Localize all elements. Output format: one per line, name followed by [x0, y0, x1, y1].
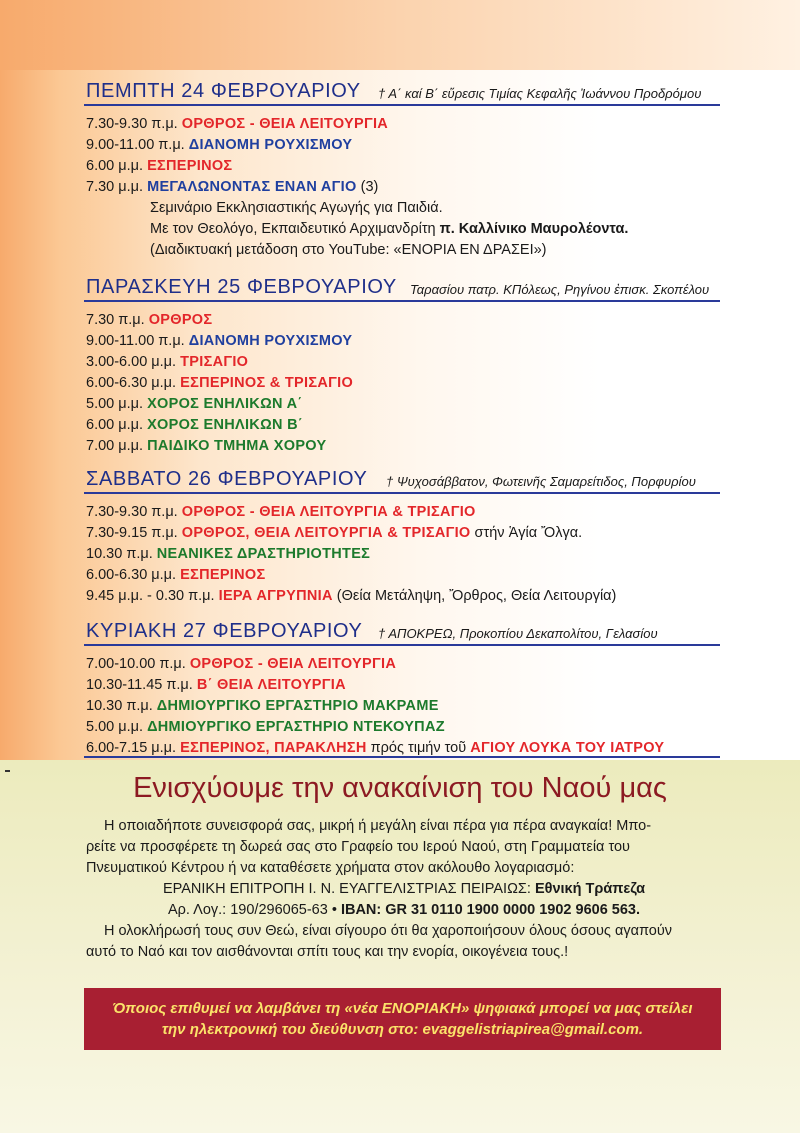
schedule-line: 6.00 μ.μ. ΕΣΠΕΡΙΝΟΣ: [86, 158, 233, 174]
schedule-note: Με τον Θεολόγο, Εκπαιδευτικό Αρχιμανδρίτη π. Καλλίνικο Μαυρολέοντα.: [150, 221, 629, 237]
schedule-list: [86, 114, 628, 261]
title-underline: [84, 300, 720, 302]
schedule-line: 5.00 μ.μ. ΔΗΜΙΟΥΡΓΙΚΟ ΕΡΓΑΣΤΗΡΙΟ ΝΤΕΚΟΥΠΑΖ: [86, 719, 445, 735]
schedule-list: [86, 502, 616, 607]
margin-mark: [5, 770, 10, 772]
schedule-line: 3.00-6.00 μ.μ. ΤΡΙΣΑΓΙΟ: [86, 354, 249, 370]
day-block-saturday: [0, 458, 800, 610]
notice-line: την ηλεκτρονική του διεύθυνση στο: evaggelistriapirea@gmail.com.: [161, 1021, 644, 1038]
account-line: ΕΡΑΝΙΚΗ ΕΠΙΤΡΟΠΗ Ι. Ν. ΕΥΑΓΓΕΛΙΣΤΡΙΑΣ ΠΕΙΡΑΙΩΣ: Εθνική Τράπεζα: [162, 881, 646, 897]
schedule-line: 7.00-10.00 π.μ. ΟΡΘΡΟΣ - ΘΕΙΑ ΛΕΙΤΟΥΡΓΙΑ: [86, 656, 397, 672]
schedule-line: 7.30 π.μ. ΟΡΘΡΟΣ: [86, 312, 213, 328]
schedule-line: 7.00 μ.μ. ΠΑΙΔΙΚΟ ΤΜΗΜΑ ΧΟΡΟΥ: [86, 438, 327, 454]
schedule-line: 9.45 μ.μ. - 0.30 π.μ. ΙΕΡΑ ΑΓΡΥΠΝΙΑ (Θεία Μετάληψη, Ὄρθρος, Θεία Λειτουργία): [86, 588, 617, 604]
schedule-note: (Διαδικτυακή μετάδοση στο YouTube: «ΕΝΟΡΙΑ ΕΝ ΔΡΑΣΕΙ»): [150, 242, 547, 258]
iban-line: Αρ. Λογ.: 190/296065-63 • IBAN: GR 31 0110 1900 0000 1902 9606 563.: [167, 902, 641, 918]
newsletter-notice: [84, 988, 721, 1050]
section-underline: [84, 756, 720, 758]
schedule-line: 6.00-6.30 μ.μ. ΕΣΠΕΡΙΝΟΣ: [86, 567, 266, 583]
donation-line: ρείτε να προσφέρετε τη δωρεά σας στο Γραφείο του Ιερού Ναού, στη Γραμματεία του: [86, 839, 630, 855]
day-saint: † Α΄ καί Β΄ εὕρεσις Τιμίας Κεφαλῆς Ἰωάννου Προδρόμου: [378, 86, 702, 101]
title-underline: [84, 492, 720, 494]
schedule-list: [86, 310, 353, 457]
donation-section: [0, 760, 800, 1133]
day-block-thursday: [0, 70, 800, 266]
donation-line: αυτό το Ναό και τον αισθάνονται σπίτι τους και την ενορία, οικογένεια τους.!: [86, 944, 569, 960]
title-underline: [84, 644, 720, 646]
donation-line: Πνευματικού Κέντρου ή να καταθέσετε χρήματα στον ακόλουθο λογαριασμό:: [86, 860, 575, 876]
day-title: ΣΑΒΒΑΤΟ 26 ΦΕΒΡΟΥΑΡΙΟΥ: [86, 468, 368, 490]
donation-line: Η ολοκλήρωσή τους συν Θεώ, είναι σίγουρο ότι θα χαροποιήσουν όλους όσους αγαπούν: [104, 923, 672, 939]
day-saint: Ταρασίου πατρ. ΚΠόλεως, Ρηγίνου ἐπισκ. Σκοπέλου: [410, 282, 710, 297]
day-saint: † Ψυχοσάββατον, Φωτεινῆς Σαμαρείτιδος, Πορφυρίου: [386, 474, 696, 489]
day-block-sunday: [0, 610, 800, 760]
schedule-line: 6.00-7.15 μ.μ. ΕΣΠΕΡΙΝΟΣ, ΠΑΡΑΚΛΗΣΗ πρός τιμήν τοῦ ΑΓΙΟΥ ΛΟΥΚΑ ΤΟΥ ΙΑΤΡΟΥ: [86, 740, 665, 756]
schedule-note: Σεμινάριο Εκκλησιαστικής Αγωγής για Παιδιά.: [150, 200, 443, 216]
donation-text: [86, 816, 722, 963]
schedule-line: 7.30-9.30 π.μ. ΟΡΘΡΟΣ - ΘΕΙΑ ΛΕΙΤΟΥΡΓΙΑ & ΤΡΙΣΑΓΙΟ: [86, 504, 476, 520]
schedule-line: 7.30 μ.μ. ΜΕΓΑΛΩΝΟΝΤΑΣ ΕΝΑΝ ΑΓΙΟ (3): [86, 179, 379, 195]
schedule-line: 5.00 μ.μ. ΧΟΡΟΣ ΕΝΗΛΙΚΩΝ Α΄: [86, 396, 303, 412]
day-block-friday: [0, 266, 800, 458]
schedule-line: 7.30-9.15 π.μ. ΟΡΘΡΟΣ, ΘΕΙΑ ΛΕΙΤΟΥΡΓΙΑ & ΤΡΙΣΑΓΙΟ στήν Ἁγία Ὄλγα.: [86, 525, 583, 541]
schedule-line: 9.00-11.00 π.μ. ΔΙΑΝΟΜΗ ΡΟΥΧΙΣΜΟΥ: [86, 333, 353, 349]
schedule-line: 6.00 μ.μ. ΧΟΡΟΣ ΕΝΗΛΙΚΩΝ Β΄: [86, 417, 304, 433]
day-title: ΠΑΡΑΣΚΕΥΗ 25 ΦΕΒΡΟΥΑΡΙΟΥ: [86, 276, 397, 298]
top-band: [0, 0, 800, 70]
schedule-line: 10.30 π.μ. ΝΕΑΝΙΚΕΣ ΔΡΑΣΤΗΡΙΟΤΗΤΕΣ: [86, 546, 371, 562]
schedule-line: 9.00-11.00 π.μ. ΔΙΑΝΟΜΗ ΡΟΥΧΙΣΜΟΥ: [86, 137, 353, 153]
day-saint: † ΑΠΟΚΡΕΩ, Προκοπίου Δεκαπολίτου, Γελασίου: [378, 626, 658, 641]
donation-line: Η οποιαδήποτε συνεισφορά σας, μικρή ή μεγάλη είναι πέρα για πέρα αναγκαία! Μπο-: [104, 818, 652, 834]
day-title: ΚΥΡΙΑΚΗ 27 ΦΕΒΡΟΥΑΡΙΟΥ: [86, 620, 363, 642]
schedule-list: [86, 654, 664, 759]
day-title: ΠΕΜΠΤΗ 24 ΦΕΒΡΟΥΑΡΙΟΥ: [86, 80, 361, 102]
schedule-line: 10.30 π.μ. ΔΗΜΙΟΥΡΓΙΚΟ ΕΡΓΑΣΤΗΡΙΟ ΜΑΚΡΑΜΕ: [86, 698, 439, 714]
title-underline: [84, 104, 720, 106]
donation-title: Ενισχύουμε την ανακαίνιση του Ναού μας: [133, 772, 667, 804]
schedule-line: 7.30-9.30 π.μ. ΟΡΘΡΟΣ - ΘΕΙΑ ΛΕΙΤΟΥΡΓΙΑ: [86, 116, 389, 132]
notice-line: Όποιος επιθυμεί να λαμβάνει τη «νέα ΕΝΟΡΙΑΚΗ» ψηφιακά μπορεί να μας στείλει: [112, 1000, 693, 1017]
schedule-line: 10.30-11.45 π.μ. Β΄ ΘΕΙΑ ΛΕΙΤΟΥΡΓΙΑ: [86, 677, 346, 693]
schedule-line: 6.00-6.30 μ.μ. ΕΣΠΕΡΙΝΟΣ & ΤΡΙΣΑΓΙΟ: [86, 375, 354, 391]
